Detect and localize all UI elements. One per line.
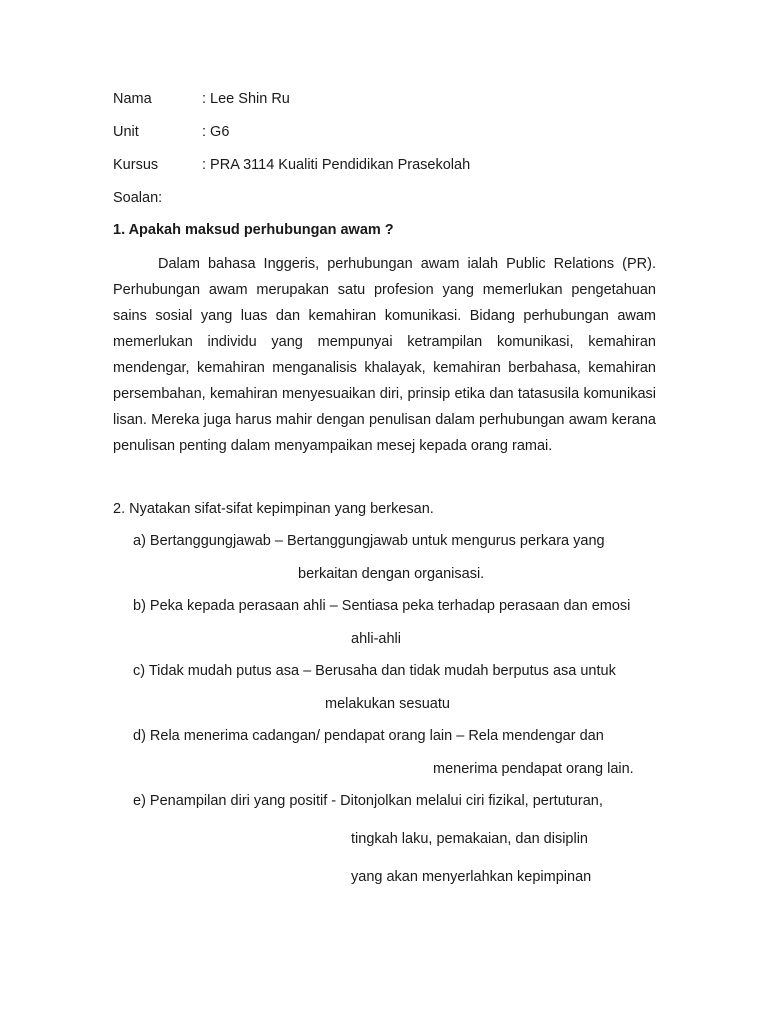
answer-1-paragraph: Dalam bahasa Inggeris, perhubungan awam ialah Public Relations (PR). Perhubungan awam merupakan satu profesion yang memerlukan pengetahuan sains sosial yang luas dan kemahiran komunikasi. Bidang perhubungan awam memerlukan individu yang mempunyai ketrampilan komunikasi, kemahiran mendengar, kemahiran menganalisis khalayak, kemahiran berbahasa, kemahiran persembahan, kemahiran menyesuaikan diri, prinsip etika dan tatasusila komunikasi lisan. Mereka juga harus mahir dengan penulisan dalam perhubungan awam kerana penulisan penting dalam menyampaikan mesej kepada orang ramai. [113,256,656,454]
question-2: 2. Nyatakan sifat-sifat kepimpinan yang berkesan. [113,501,434,517]
point-d-line-1: d) Rela menerima cadangan/ pendapat orang lain – Rela mendengar dan [133,728,604,744]
soalan-label: Soalan: [113,190,163,206]
kursus-value: : PRA 3114 Kualiti Pendidikan Prasekolah [202,157,471,173]
point-a-line-2: berkaitan dengan organisasi. [298,566,485,582]
point-b-line-2: ahli-ahli [351,631,401,647]
question-1: 1. Apakah maksud perhubungan awam ? [113,222,394,238]
nama-value: : Lee Shin Ru [202,91,290,107]
unit-label: Unit [113,124,139,140]
point-b-line-1: b) Peka kepada perasaan ahli – Sentiasa peka terhadap perasaan dan emosi [133,598,631,614]
kursus-label: Kursus [113,157,159,173]
point-a-line-1: a) Bertanggungjawab – Bertanggungjawab untuk mengurus perkara yang [133,533,605,549]
unit-value: : G6 [202,124,230,140]
point-d-line-2: menerima pendapat orang lain. [433,761,634,777]
point-e-line-2: tingkah laku, pemakaian, dan disiplin [351,831,588,847]
point-e-line-1: e) Penampilan diri yang positif - Ditonjolkan melalui ciri fizikal, pertuturan, [133,793,603,809]
point-c-line-1: c) Tidak mudah putus asa – Berusaha dan tidak mudah berputus asa untuk [133,663,616,679]
point-c-line-2: melakukan sesuatu [325,696,450,712]
nama-label: Nama [113,91,152,107]
point-e-line-3: yang akan menyerlahkan kepimpinan [351,869,592,885]
